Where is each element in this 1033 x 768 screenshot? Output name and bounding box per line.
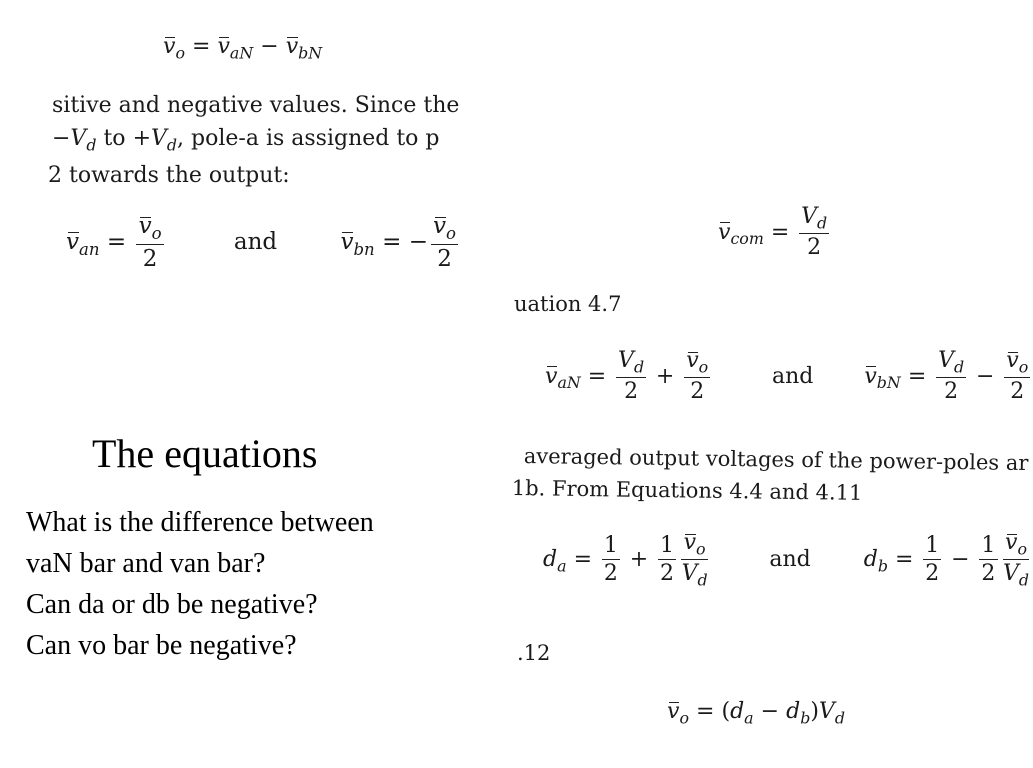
eq-da-db: $d_a$ = $\frac{1}{2}$ + $\frac{1}{2}$ $\frac{v_o}{V_d}$ and $d_b$ = $\frac{1}{2}$ − $\frac{1}{2}$ $\frac{v_o}{V_d}$: [543, 530, 1030, 590]
scan-equation-4-7: uation 4.7: [514, 292, 622, 316]
slide-title: The equations: [92, 431, 318, 476]
eq-vaN-vbN: $v_{aN}$ = $\frac{V_d}{2}$ + $\frac{v_o}{2}$ and $v_{bN}$ = $\frac{V_d}{2}$ − $\frac{v_o}{2}$: [545, 349, 1033, 404]
scan-equation-4-12: .12: [517, 641, 551, 665]
eq-vo-duty: $v_o = (d_a - d_b)V_d$: [667, 699, 845, 728]
and-label-right-2: and: [769, 546, 811, 572]
scan-pole-a-text: , pole-a is assigned to p: [177, 126, 440, 151]
question-3: Can da or db be negative?: [26, 589, 318, 620]
scan-to-word: to: [103, 126, 126, 151]
scan-text-line-3: 2 towards the output:: [48, 163, 290, 188]
question-4: Can vo bar be negative?: [26, 630, 297, 661]
scan-text-line-2: $-V_d$ to $+V_d$, pole-a is assigned to p: [52, 126, 440, 155]
eq-van-vbn: $v_{an}$ = $\frac{v_o}{2}$ and $v_{bn}$ = − $\frac{v_o}{2}$: [66, 214, 461, 272]
and-label-left: and: [233, 229, 278, 256]
and-label-right-1: and: [771, 363, 814, 389]
scan-equations-ref-text: 1b. From Equations 4.4 and 4.11: [511, 476, 863, 505]
scan-averaged-text: averaged output voltages of the power-poles ar: [523, 444, 1029, 476]
eq-vcom: $v_{com}$ = $\frac{V_d}{2}$: [718, 205, 832, 260]
scan-text-line-1: sitive and negative values. Since the: [52, 93, 460, 118]
eq-vo-difference: $v_o = v_{aN} - v_{bN}$: [163, 34, 323, 63]
question-2: vaN bar and van bar?: [26, 548, 266, 579]
question-1: What is the difference between: [26, 507, 374, 538]
